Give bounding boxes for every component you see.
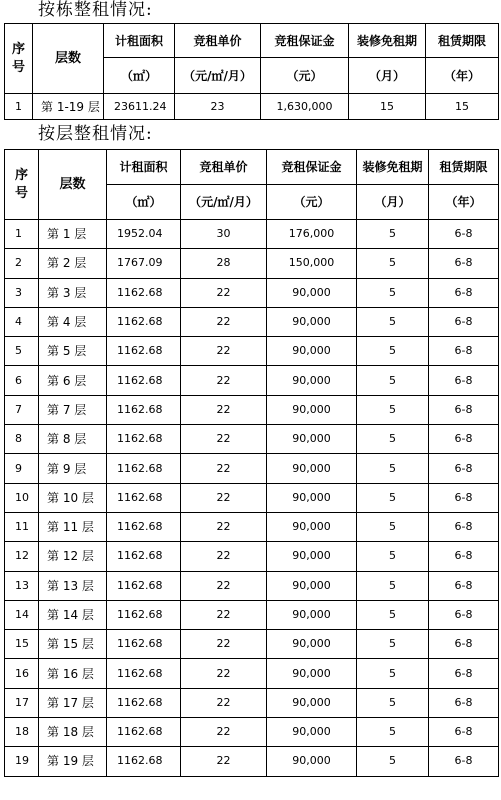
unit-term: （年） <box>429 185 499 220</box>
cell-floor: 第 14 层 <box>39 600 107 629</box>
cell-free-period: 5 <box>357 483 429 512</box>
table-row <box>5 542 499 571</box>
cell-area: 1162.68 <box>107 395 181 424</box>
cell-seq: 18 <box>5 718 39 747</box>
cell-free-period: 5 <box>357 366 429 395</box>
header-free-period: 装修免租期 <box>357 150 429 185</box>
table-row <box>5 337 499 366</box>
cell-price: 22 <box>181 600 267 629</box>
cell-floor: 第 12 层 <box>39 542 107 571</box>
cell-deposit: 90,000 <box>267 630 357 659</box>
unit-deposit: （元） <box>261 58 349 94</box>
table-header-row <box>5 24 499 58</box>
cell-term: 6-8 <box>429 747 499 776</box>
cell-area: 1162.68 <box>107 483 181 512</box>
unit-deposit: （元） <box>267 185 357 220</box>
unit-area: （㎡） <box>107 185 181 220</box>
cell-area: 1162.68 <box>107 571 181 600</box>
table-row <box>5 747 499 776</box>
cell-seq: 10 <box>5 483 39 512</box>
cell-seq: 3 <box>5 278 39 307</box>
cell-price: 22 <box>181 395 267 424</box>
cell-free-period: 5 <box>357 659 429 688</box>
header-seq <box>5 150 39 220</box>
header-term: 租赁期限 <box>429 150 499 185</box>
table-row <box>5 249 499 278</box>
cell-area: 1767.09 <box>107 249 181 278</box>
cell-floor: 第 1 层 <box>39 220 107 249</box>
cell-seq: 14 <box>5 600 39 629</box>
table-row <box>5 630 499 659</box>
cell-seq: 1 <box>5 94 33 120</box>
cell-area: 23611.24 <box>104 94 175 120</box>
cell-term: 6-8 <box>429 512 499 541</box>
cell-free-period: 5 <box>357 425 429 454</box>
cell-price: 22 <box>181 337 267 366</box>
cell-floor: 第 9 层 <box>39 454 107 483</box>
cell-term: 6-8 <box>429 278 499 307</box>
cell-floor: 第 6 层 <box>39 366 107 395</box>
unit-area: （㎡） <box>104 58 175 94</box>
cell-free-period: 5 <box>357 571 429 600</box>
cell-deposit: 90,000 <box>267 659 357 688</box>
cell-seq: 11 <box>5 512 39 541</box>
cell-area: 1162.68 <box>107 425 181 454</box>
header-deposit: 竞租保证金 <box>267 150 357 185</box>
cell-price: 22 <box>181 659 267 688</box>
cell-price: 28 <box>181 249 267 278</box>
cell-seq: 1 <box>5 220 39 249</box>
cell-area: 1162.68 <box>107 630 181 659</box>
cell-deposit: 90,000 <box>267 512 357 541</box>
cell-area: 1162.68 <box>107 542 181 571</box>
table-row <box>5 395 499 424</box>
cell-deposit: 90,000 <box>267 483 357 512</box>
table-row <box>5 220 499 249</box>
cell-area: 1162.68 <box>107 718 181 747</box>
cell-term: 6-8 <box>429 454 499 483</box>
cell-seq: 16 <box>5 659 39 688</box>
cell-area: 1952.04 <box>107 220 181 249</box>
table-header-row <box>5 150 499 185</box>
cell-price: 23 <box>175 94 261 120</box>
cell-deposit: 150,000 <box>267 249 357 278</box>
cell-free-period: 5 <box>357 220 429 249</box>
table-row <box>5 425 499 454</box>
cell-free-period: 5 <box>357 395 429 424</box>
cell-price: 22 <box>181 483 267 512</box>
cell-deposit: 90,000 <box>267 454 357 483</box>
header-deposit: 竞租保证金 <box>261 24 349 58</box>
cell-floor: 第 18 层 <box>39 718 107 747</box>
cell-deposit: 90,000 <box>267 337 357 366</box>
table-row <box>5 483 499 512</box>
table-row <box>5 454 499 483</box>
cell-price: 22 <box>181 278 267 307</box>
cell-term: 6-8 <box>429 366 499 395</box>
cell-term: 6-8 <box>429 425 499 454</box>
cell-area: 1162.68 <box>107 688 181 717</box>
cell-term: 15 <box>426 94 499 120</box>
cell-term: 6-8 <box>429 688 499 717</box>
cell-seq: 2 <box>5 249 39 278</box>
cell-deposit: 90,000 <box>267 366 357 395</box>
header-floor: 层数 <box>33 24 104 94</box>
cell-floor: 第 3 层 <box>39 278 107 307</box>
table-row <box>5 512 499 541</box>
cell-seq: 8 <box>5 425 39 454</box>
floor-lease-table <box>4 149 499 777</box>
cell-deposit: 90,000 <box>267 542 357 571</box>
cell-seq: 6 <box>5 366 39 395</box>
cell-floor: 第 15 层 <box>39 630 107 659</box>
cell-term: 6-8 <box>429 659 499 688</box>
cell-deposit: 90,000 <box>267 395 357 424</box>
cell-seq: 5 <box>5 337 39 366</box>
cell-free-period: 5 <box>357 688 429 717</box>
cell-area: 1162.68 <box>107 337 181 366</box>
cell-floor: 第 16 层 <box>39 659 107 688</box>
cell-price: 22 <box>181 307 267 336</box>
cell-seq: 19 <box>5 747 39 776</box>
cell-free-period: 5 <box>357 249 429 278</box>
cell-term: 6-8 <box>429 483 499 512</box>
cell-price: 22 <box>181 542 267 571</box>
cell-area: 1162.68 <box>107 454 181 483</box>
header-term: 租赁期限 <box>426 24 499 58</box>
section-title-building: 按栋整租情况: <box>38 0 153 20</box>
cell-free-period: 5 <box>357 542 429 571</box>
cell-price: 22 <box>181 512 267 541</box>
cell-deposit: 90,000 <box>267 278 357 307</box>
cell-free-period: 5 <box>357 512 429 541</box>
cell-free-period: 5 <box>357 307 429 336</box>
header-free-period: 装修免租期 <box>349 24 426 58</box>
unit-free-period: （月） <box>357 185 429 220</box>
cell-term: 6-8 <box>429 571 499 600</box>
table-row <box>5 94 499 120</box>
cell-deposit: 90,000 <box>267 600 357 629</box>
cell-term: 6-8 <box>429 542 499 571</box>
cell-floor: 第 5 层 <box>39 337 107 366</box>
cell-seq: 15 <box>5 630 39 659</box>
header-seq-line1: 序 <box>14 167 28 183</box>
table-row <box>5 571 499 600</box>
table-row <box>5 278 499 307</box>
header-floor: 层数 <box>39 150 107 220</box>
table-row <box>5 659 499 688</box>
cell-term: 6-8 <box>429 395 499 424</box>
cell-seq: 17 <box>5 688 39 717</box>
table-row <box>5 688 499 717</box>
cell-deposit: 90,000 <box>267 718 357 747</box>
cell-floor: 第 1-19 层 <box>33 94 104 120</box>
header-price: 竞租单价 <box>175 24 261 58</box>
cell-floor: 第 4 层 <box>39 307 107 336</box>
cell-free-period: 5 <box>357 630 429 659</box>
unit-price: （元/㎡/月） <box>181 185 267 220</box>
cell-price: 22 <box>181 747 267 776</box>
cell-deposit: 90,000 <box>267 425 357 454</box>
cell-floor: 第 17 层 <box>39 688 107 717</box>
cell-term: 6-8 <box>429 718 499 747</box>
cell-price: 22 <box>181 571 267 600</box>
cell-term: 6-8 <box>429 249 499 278</box>
table-row <box>5 366 499 395</box>
cell-floor: 第 8 层 <box>39 425 107 454</box>
cell-area: 1162.68 <box>107 278 181 307</box>
cell-seq: 9 <box>5 454 39 483</box>
header-seq-line2: 号 <box>11 59 25 75</box>
cell-price: 22 <box>181 425 267 454</box>
cell-seq: 13 <box>5 571 39 600</box>
cell-floor: 第 10 层 <box>39 483 107 512</box>
cell-price: 22 <box>181 718 267 747</box>
cell-price: 30 <box>181 220 267 249</box>
cell-deposit: 90,000 <box>267 688 357 717</box>
cell-seq: 4 <box>5 307 39 336</box>
cell-free-period: 5 <box>357 454 429 483</box>
cell-free-period: 5 <box>357 718 429 747</box>
header-price: 竞租单价 <box>181 150 267 185</box>
cell-floor: 第 19 层 <box>39 747 107 776</box>
cell-term: 6-8 <box>429 337 499 366</box>
cell-seq: 12 <box>5 542 39 571</box>
cell-deposit: 90,000 <box>267 307 357 336</box>
cell-seq: 7 <box>5 395 39 424</box>
cell-free-period: 5 <box>357 337 429 366</box>
cell-free-period: 5 <box>357 600 429 629</box>
cell-price: 22 <box>181 688 267 717</box>
cell-deposit: 90,000 <box>267 571 357 600</box>
section-title-floor: 按层整租情况: <box>38 124 153 144</box>
cell-term: 6-8 <box>429 630 499 659</box>
header-seq <box>5 24 33 94</box>
cell-floor: 第 11 层 <box>39 512 107 541</box>
cell-floor: 第 2 层 <box>39 249 107 278</box>
cell-area: 1162.68 <box>107 366 181 395</box>
cell-deposit: 1,630,000 <box>261 94 349 120</box>
cell-deposit: 176,000 <box>267 220 357 249</box>
header-seq-line2: 号 <box>14 185 28 201</box>
table-row <box>5 718 499 747</box>
unit-price: （元/㎡/月） <box>175 58 261 94</box>
header-seq-line1: 序 <box>11 41 25 57</box>
cell-term: 6-8 <box>429 307 499 336</box>
cell-floor: 第 13 层 <box>39 571 107 600</box>
cell-area: 1162.68 <box>107 512 181 541</box>
table-row <box>5 307 499 336</box>
unit-free-period: （月） <box>349 58 426 94</box>
header-area: 计租面积 <box>107 150 181 185</box>
cell-deposit: 90,000 <box>267 747 357 776</box>
cell-area: 1162.68 <box>107 307 181 336</box>
cell-area: 1162.68 <box>107 747 181 776</box>
cell-floor: 第 7 层 <box>39 395 107 424</box>
cell-free-period: 15 <box>349 94 426 120</box>
cell-term: 6-8 <box>429 220 499 249</box>
cell-area: 1162.68 <box>107 600 181 629</box>
cell-free-period: 5 <box>357 278 429 307</box>
cell-area: 1162.68 <box>107 659 181 688</box>
cell-free-period: 5 <box>357 747 429 776</box>
building-lease-table <box>4 23 499 120</box>
unit-term: （年） <box>426 58 499 94</box>
cell-price: 22 <box>181 366 267 395</box>
cell-term: 6-8 <box>429 600 499 629</box>
table-row <box>5 600 499 629</box>
cell-price: 22 <box>181 630 267 659</box>
cell-price: 22 <box>181 454 267 483</box>
header-area: 计租面积 <box>104 24 175 58</box>
